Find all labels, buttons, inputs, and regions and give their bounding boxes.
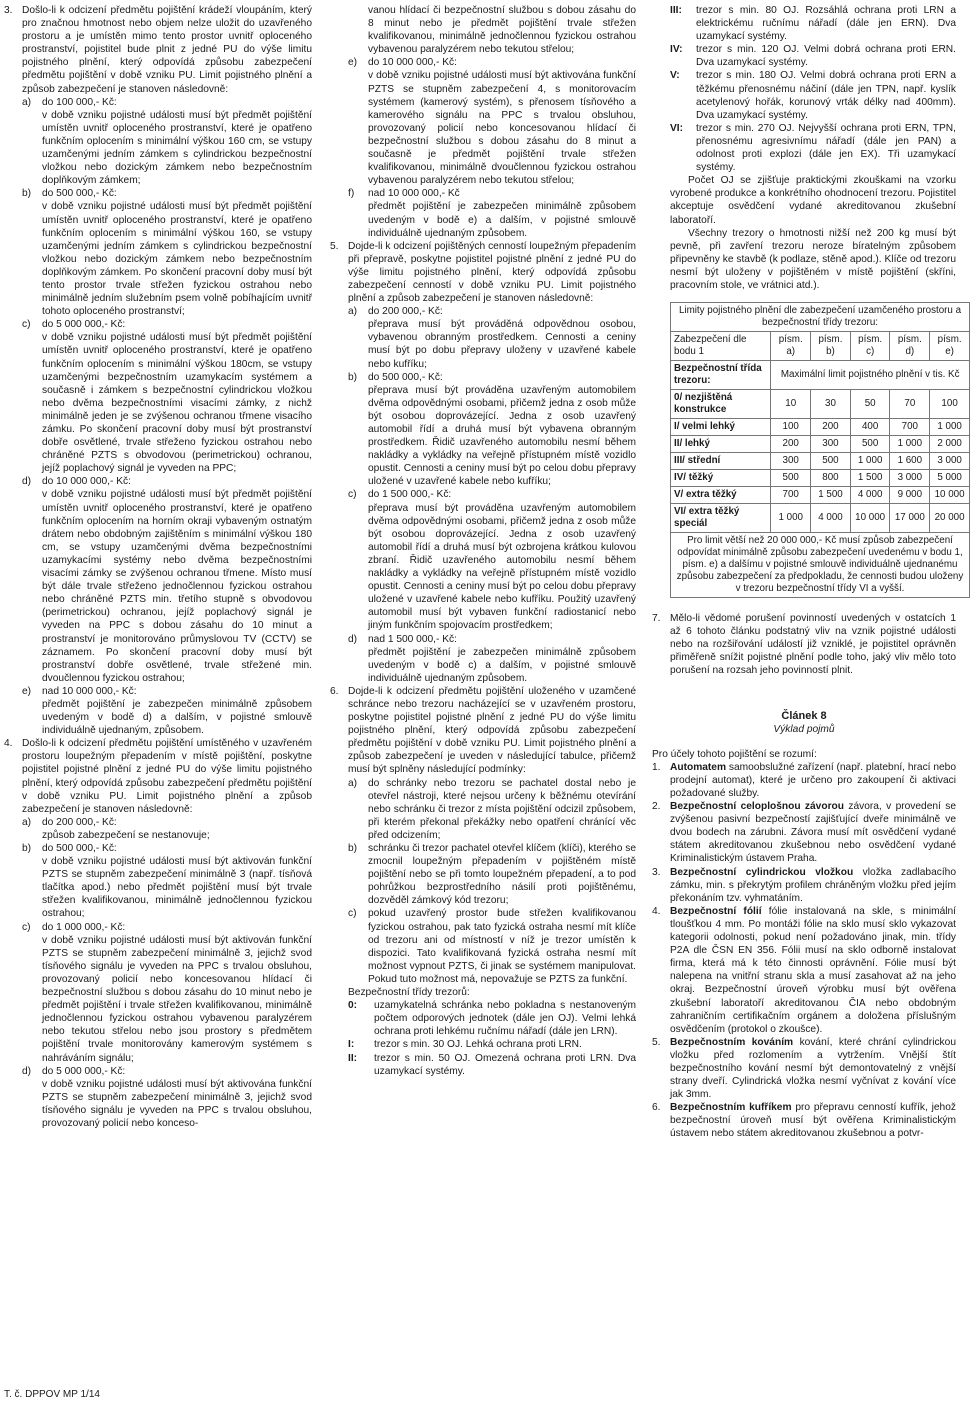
- definition-term: Bezpečnostní cylindrickou vložkou: [670, 866, 854, 878]
- definition-item: [652, 866, 956, 905]
- sub-item-body: [368, 305, 636, 370]
- sub-item: [22, 475, 312, 685]
- sub-item-text: v době vzniku pojistné události musí být aktivován funkční PZTS se stupněm zabezpečení minimálně 3 (např. tísňová tlačítka apod.) nebo předmět pojištění musí být trvale střežen kvalifikovanou, minimálně jednočlennou fyzickou ostrahou;: [42, 856, 312, 920]
- safe-class-label: V:: [670, 70, 680, 82]
- table-value-cell: 700: [890, 419, 930, 436]
- sub-item: [348, 633, 636, 685]
- table-class-head: Bezpečnostní třída trezoru:: [671, 361, 771, 390]
- table-value-cell: 4 000: [811, 504, 851, 533]
- sub-item: [348, 777, 636, 842]
- definition-number: 6.: [652, 1102, 661, 1114]
- table-class-cell: 0/ nezjištěná konstrukce: [671, 390, 771, 419]
- table-class-cell: VI/ extra těžký speciál: [671, 504, 771, 533]
- safe-class: [670, 43, 956, 69]
- table-col-head: písm. d): [890, 332, 930, 361]
- table-value-cell: 5 000: [930, 470, 970, 487]
- clause-6: [330, 685, 636, 1078]
- definition-text: pro přepravu cenností kufřík, jehož bezpečnostní úroveň musí být ověřena Kriminalistickým ústavem nebo státem akreditovanou zkušebnou a potvr-: [670, 1102, 956, 1140]
- safe-class-label: III:: [670, 5, 682, 16]
- table-row: [671, 419, 970, 436]
- sub-item-text: v době vzniku pojistné události musí být předmět pojištění umístěn uvnitř oploceného prostranství, které je opatřeno funkčním oplocením s minimální výškou 160, se vstupy uzamčenými jedním zámkem s cylindrickou bezpečnostní vložkou nebo dozickým zámkem nebo bezpečnostním doplňkovým zámkem. Po skončení pracovní doby musí být tento prostor trvale střežen fyzickou ostrahou nebo minimálně jedním služebním psem volně pobíhajícím uvnitř tohoto oploceného prostranství;: [42, 201, 312, 318]
- table-value-cell: 200: [811, 419, 851, 436]
- sub-item-limit: nad 10 000 000,- Kč:: [42, 685, 137, 697]
- table-row: [671, 436, 970, 453]
- sub-item-body: [42, 921, 312, 1065]
- table-value-cell: 9 000: [890, 487, 930, 504]
- safe-class-text: trezor s min. 120 OJ. Velmi dobrá ochrana proti ERN. Dva uzamykací systémy.: [696, 44, 956, 69]
- definition-text: vložka zadlabacího zámku, min. s překrytým profilem chráněným vložku před jejím překonáním tzv. vyhmatáním.: [670, 866, 956, 904]
- clause-4-items: [22, 816, 312, 1130]
- safe-classes-title: Bezpečnostní třídy trezorů:: [348, 987, 470, 999]
- limits-table: [670, 302, 970, 598]
- sub-item: [22, 187, 312, 318]
- sub-item-limit: do 500 000,- Kč:: [42, 843, 117, 854]
- table-value-cell: 1 600: [890, 453, 930, 470]
- oj-paragraph: Počet OJ se zjišťuje praktickými zkouškami na vzorku vyrobené produkce a konkrétního ohodnocení trezoru. Pojistitel akceptuje osvědčení vydané akreditovanou zkušební laboratoří.: [670, 175, 956, 226]
- sub-item: [348, 56, 636, 187]
- safe-class-text: trezor s min. 270 OJ. Nejvyšší ochrana proti ERN, TPN, přenosnému agresivnímu nářadí (dále jen PAN) a odolnost proti explozi (dále jen EX). Tři uzamykací systémy.: [696, 122, 956, 174]
- safe-class-text: trezor s min. 30 OJ. Lehká ochrana proti LRN.: [374, 1039, 582, 1051]
- table-value-cell: 500: [850, 436, 890, 453]
- definition-item: [652, 1036, 956, 1101]
- table-value-cell: 70: [890, 390, 930, 419]
- sub-item-text: pokud uzavřený prostor bude střežen kvalifikovanou fyzickou ostrahou, pak tato fyzická ostraha nesmí mít klíče od trezoru ani od místností v níž je trezor umístěn k dispozici. Tato kvalifikovaná fyzická ostraha nesmí mít možnost vypnout PZTS, či jinak se systémem manipulovat. Pokud tuto možnost má, nepovažuje se PZTS za funkční.: [368, 908, 636, 985]
- sub-item: [22, 685, 312, 737]
- sub-item-label: e): [348, 57, 358, 69]
- clause-4: [4, 737, 312, 1130]
- document-code: T. č. DPPOV MP 1/14: [4, 1389, 100, 1400]
- sub-item-limit: do 5 000 000,- Kč:: [42, 1065, 126, 1077]
- safe-class-label: II:: [348, 1052, 358, 1064]
- table-class-cell: I/ velmi lehký: [671, 419, 771, 436]
- article-title: Článek 8: [781, 709, 827, 722]
- clause-number: 4.: [4, 738, 13, 750]
- clause-5: [330, 240, 636, 685]
- safe-class: [670, 122, 956, 174]
- safe-classes-list-cont: [670, 4, 956, 174]
- column-left: [4, 4, 312, 1130]
- sub-item: [348, 305, 636, 370]
- sub-item: [22, 1065, 312, 1130]
- sub-item-text: přeprava musí být prováděna uzavřeným automobilem dvěma odpovědnými osobami, přičemž jedna z osob může být osobou doprovázející. Jedna z osob uzavřený automobil řídí a druhá musí být ozbrojena krátkou kulovou zbraní. Řidič uzavřeného automobilu nesmí během nakládky a vykládky na veřejně přístupném místě vozidlo opustit. Cennosti a ceniny musí být po celou dobu přepravy uložené v uzavřené kabele nebo kufříku. Použitý uzavřený automobil musí být vybaven funkční radiostanicí nebo jiným funkčním spojovacím prostředkem;: [368, 502, 636, 632]
- sub-item-label: a): [348, 777, 358, 789]
- table-value-cell: 100: [771, 419, 811, 436]
- table-class-cell: II/ lehký: [671, 436, 771, 453]
- sub-item-text: způsob zabezpečení se nestanovuje;: [42, 829, 210, 841]
- definition-text: fólie instalovaná na skle, s minimální tloušťkou 4 mm. Po montáži fólie na sklo musí sklo vykazovat kategorii odolnosti, pokud není požadováno jinak, min. třídy P2A dle ČSN EN 356. Fólii musí na sklo odborně instalovat firma, která má k této činnosti oprávnění. Fólie musí být nalepena na vnitřní stranu skla a musí zasahovat až na jeho okraj. Bezpečnostní úroveň výrobku musí být ověřena zkušební laboratoří akreditovanou ČIA nebo obdobným zahraničním certifikačním orgánem a doložena příslušným osvědčením (protokol o zkoušce).: [670, 905, 956, 1035]
- definition-number: 4.: [652, 905, 661, 917]
- sub-item-limit: do 200 000,- Kč:: [42, 816, 117, 828]
- table-value-cell: 800: [811, 470, 851, 487]
- table-value-cell: 10 000: [850, 504, 890, 533]
- table-unit-head: Maximální limit pojistného plnění v tis. Kč: [771, 361, 970, 390]
- sub-item-limit: do 10 000 000,- Kč:: [42, 476, 131, 488]
- sub-item-limit: do 100 000,- Kč:: [42, 96, 117, 108]
- sub-item-label: f): [348, 188, 355, 200]
- sub-item-body: [42, 96, 312, 188]
- clause-4-continued: vanou hlídací či bezpečnostní službou s dobou zásahu do 8 minut nebo je předmět pojištění trvale střežen kvalifikovanou, minimálně jednočlennou fyzickou ostrahou vybavenou paralyzérem nebo tekutou střelou;: [368, 5, 636, 56]
- sub-item-limit: do 1 500 000,- Kč:: [368, 489, 452, 501]
- sub-item-text: do schránky nebo trezoru se pachatel dostal nebo je otevřel nástroji, které nejsou určeny k běžnému otevírání nebo schránku či trezor z místa pojištění odcizil způsobem, při kterém překonal překážky nebo opatření chránící věc před odcizením;: [368, 777, 636, 841]
- clause-3: [4, 4, 312, 737]
- safe-class-label: VI:: [670, 122, 684, 134]
- sub-item-limit: nad 10 000 000,- Kč: [368, 188, 460, 200]
- sub-item: [348, 187, 636, 239]
- sub-item-body: [42, 816, 312, 842]
- article-heading: [652, 710, 956, 736]
- definition-item: [652, 905, 956, 1036]
- table-row: [671, 487, 970, 504]
- sub-item-body: [368, 187, 636, 239]
- sub-item-text: v době vzniku pojistné události musí být aktivován funkční PZTS se stupněm zabezpečení minimálně 3, jejichž svod tísňového signálu je vyveden na PPC s trvalou obsluhou, provozovaný policií nebo koncesovanou hlídací či bezpečnostní službou s dobou zásahu do 10 minut nebo je předmět pojištění i trvale střežen kvalifikovanou, minimálně jednočlennou fyzickou ostrahou vybavenou paralyzérem nebo tekutou střelou nebo jsou prostory s předmětem pojištění trvale monitorovány kamerovým systémem s nahráváním signálu;: [42, 934, 312, 1064]
- table-value-cell: 30: [811, 390, 851, 419]
- table-value-cell: 1 000: [890, 436, 930, 453]
- definition-number: 3.: [652, 866, 661, 878]
- sub-item: [348, 488, 636, 632]
- clause-5-intro: Dojde-li k odcizení pojištěných cenností loupežným přepadením při přepravě, poskytne pojistitel pojistné plnění z jedné PU do výše limitu pojistného plnění, který odpovídá způsobu zabezpečení cenností v době vzniku PU. Limit pojistného plnění a způsob zabezpečení je stanoven následovně:: [348, 240, 636, 305]
- definition-term: Bezpečnostní fólií: [670, 905, 762, 917]
- table-value-cell: 1 500: [811, 487, 851, 504]
- table-row: [671, 470, 970, 487]
- sub-item-body: [42, 318, 312, 475]
- table-value-cell: 1 000: [930, 419, 970, 436]
- safe-class-label: IV:: [670, 44, 683, 56]
- sub-item-limit: do 5 000 000,- Kč:: [42, 319, 126, 331]
- sub-item-label: b): [22, 843, 32, 854]
- clause-number: 3.: [4, 5, 13, 16]
- sub-item-text: přeprava musí být prováděná odpovědnou osobou, vybavenou obranným prostředkem. Cennosti a ceniny musí být po dobu přepravy uloženy v uzavřené kabele nebo kufříku;: [368, 319, 636, 370]
- sub-item-text: přeprava musí být prováděna uzavřeným automobilem dvěma odpovědnými osobami, přičemž jedna z osob může být osobou doprovázející. Jedna z osob uzavřený automobil řídí a druhá musí být vybavena obranným prostředkem. Řidič uzavřeného automobilu nesmí během nakládky a vykládky na veřejně přístupném místě vozidlo opustit. Cennosti a ceniny musí být po celou dobu přepravy uložené v uzavřené kabele nebo kufříku;: [368, 384, 636, 488]
- table-value-cell: 700: [771, 487, 811, 504]
- table-value-cell: 3 000: [930, 453, 970, 470]
- sub-item: [22, 816, 312, 842]
- clause-3-intro: Došlo-li k odcizení předmětu pojištění krádeží vloupáním, který pro značnou hmotnost nebo objem nelze uložit do uzavřeného prostoru a je umístěn mimo tento prostor uvnitř oploceného prostranství, pojistitel bude plnit z jedné PU do výše limitu pojistného plnění, který odpovídá způsobu zabezpečení předmětu pojištění v době vzniku PU. Limit pojistného plnění a způsob zabezpečení je stanoven následovně:: [22, 5, 312, 95]
- table-footnote: Pro limit větší než 20 000 000,- Kč musí způsob zabezpečení odpovídat minimálně způsobu zabezpečení uvedenému v bodu 1, písm. e) a dalšímu v pojistné smlouvě individuálně ujednanému způsobu zabezpečení za předpokladu, že cennosti budou uloženy v trezoru bezpečnostní třídy VI a vyšší.: [671, 533, 970, 598]
- sub-item-limit: do 1 000 000,- Kč:: [42, 921, 126, 933]
- definition-number: 1.: [652, 761, 661, 773]
- sub-item-limit: do 10 000 000,- Kč:: [368, 57, 457, 69]
- clause-5-items: [348, 305, 636, 685]
- definition-item: [652, 800, 956, 865]
- clause-6-items: [348, 777, 636, 987]
- sub-item-body: [368, 842, 636, 907]
- table-value-cell: 17 000: [890, 504, 930, 533]
- sub-item-body: [368, 633, 636, 685]
- definition-body: [670, 800, 956, 865]
- definition-text: samoobslužné zařízení (např. platební, hrací nebo prodejní automat), které je určeno pro zakoupení či aktivaci požadované služby.: [670, 761, 956, 799]
- safe-class: [348, 1052, 636, 1078]
- safe-class-text: trezor s min. 180 OJ. Velmi dobrá ochrana proti ERN a těžkému přenosnému náčiní (dále jen TPN, např. kyslík acetylenový hořák, korunový vrták délky nad 400mm). Dva uzamykací systémy.: [696, 70, 956, 121]
- sub-item-body: [368, 777, 636, 842]
- sub-item-body: [42, 842, 312, 921]
- table-header-row: [671, 332, 970, 361]
- safe-class-label: I:: [348, 1039, 355, 1051]
- definitions-list: [652, 761, 956, 1141]
- sub-item-label: d): [22, 476, 32, 488]
- table-col-head: písm. b): [811, 332, 851, 361]
- table-value-cell: 50: [850, 390, 890, 419]
- definition-term: Bezpečnostním kufříkem: [670, 1102, 792, 1114]
- sub-item-label: d): [22, 1065, 32, 1077]
- clause-6-intro: Dojde-li k odcizení předmětu pojištění uloženého v uzamčené schránce nebo trezoru nacházející se v uzavřeném prostoru, poskytne pojistitel pojistné plnění z jedné PU do výše limitu pojistného plnění, který odpovídá způsobu zabezpečení předmětu pojištění v době vzniku PU. Limit pojistného plnění a způsob zabezpečení je uveden v následující tabulce, přičemž musí být splněny následující podmínky:: [348, 685, 636, 776]
- safe-class-text: uzamykatelná schránka nebo pokladna s nestanoveným počtem odporových jednotek (dále jen OJ). Velmi lehká ochrana proti lehkému ručnímu nářadí (dále jen LRN).: [374, 1000, 636, 1038]
- definition-text: kování, které chrání cylindrickou vložku před rozlomením a vytržením. Vnější štít bezpečnostního kování nesmí být demontovatelný z vnější strany dveří. Cylindrická vložka nesmí vyčnívat z kování více jak 3mm.: [670, 1036, 956, 1101]
- safe-classes-list: [348, 999, 636, 1078]
- sub-item-label: a): [348, 306, 358, 318]
- sub-item: [22, 842, 312, 921]
- sub-item-body: [368, 56, 636, 187]
- definitions-intro: Pro účely tohoto pojištění se rozumí:: [652, 748, 817, 760]
- sub-item-label: c): [22, 319, 31, 331]
- table-row: [671, 504, 970, 533]
- sub-item-label: c): [22, 921, 31, 933]
- safes-paragraph: Všechny trezory o hmotnosti nižší než 200 kg musí být pevně, při zavření trezoru neroze bíratelným způsobem připevněny ke stavbě (k podlaze, stěně apod.). Klíče od trezoru nesmí být uloženy v pojištěném v místě pojištění (skříni, pracovním stole, ve vrátnici atd.).: [670, 227, 956, 291]
- definition-body: [670, 1101, 956, 1140]
- table-value-cell: 500: [811, 453, 851, 470]
- sub-item-label: e): [22, 685, 32, 697]
- clause-number: 7.: [652, 613, 661, 625]
- sub-item: [348, 371, 636, 489]
- clause-number: 5.: [330, 240, 339, 252]
- sub-item-body: [368, 488, 636, 632]
- sub-item: [22, 96, 312, 188]
- table-value-cell: 2 000: [930, 436, 970, 453]
- clause-4-items-cont: [348, 56, 636, 239]
- table-caption: Limity pojistného plnění dle zabezpečení uzamčeného prostoru a bezpečnostní třídy trezoru:: [671, 303, 970, 332]
- sub-item: [22, 318, 312, 475]
- table-unit-row: [671, 361, 970, 390]
- table-col-head: písm. a): [771, 332, 811, 361]
- sub-item-body: [42, 1065, 312, 1130]
- safe-class: [670, 69, 956, 121]
- definition-body: [670, 905, 956, 1036]
- sub-item-label: b): [348, 371, 358, 383]
- table-value-cell: 4 000: [850, 487, 890, 504]
- table-col-head: písm. c): [850, 332, 890, 361]
- sub-item-text: předmět pojištění je zabezpečen minimálně způsobem uvedeným v bodě e) a dalším, v pojistné smlouvě individuálně ujednaným způsobem.: [368, 201, 636, 239]
- definition-term: Automatem: [670, 761, 727, 773]
- table-class-cell: IV/ těžký: [671, 470, 771, 487]
- sub-item-limit: do 200 000,- Kč:: [368, 306, 443, 318]
- safe-class: [348, 999, 636, 1038]
- safe-class-label: 0:: [348, 1000, 358, 1012]
- table-class-cell: V/ extra těžký: [671, 487, 771, 504]
- definition-term: Bezpečnostním kováním: [670, 1036, 794, 1048]
- sub-item-label: b): [22, 188, 32, 200]
- clause-3-items: [22, 96, 312, 738]
- safe-class: [670, 4, 956, 43]
- table-class-cell: III/ střední: [671, 453, 771, 470]
- sub-item: [348, 907, 636, 986]
- definition-text: závora, v provedení se zvýšenou pasivní bezpečností zajišťující dveře minimálně ve dvou bodech na zárubni. Závora musí mít osvědčení vydané státem akreditovanou zkušebnou nebo osvědčení vydané Kriminalistickým ústavem Praha.: [670, 801, 956, 865]
- definition-number: 5.: [652, 1036, 661, 1048]
- table-value-cell: 1 500: [850, 470, 890, 487]
- sub-item-text: v době vzniku pojistné události musí být předmět pojištění umístěn uvnitř oploceného prostranství, které je opatřeno funkčním oplocením s minimální výškou 180cm, se vstupy uzamčenými bezpečnostním uzamykacím systémem a současně i zámkem s bezpečnostní cylindrickou vložkou nebo dvěma bezpečnostními visacími zámky, z nichž minimálně jeden je se zvýšenou ochranou třmene visacího zámku. Po skončení pracovní doby musí být prostranství dobře osvětlené, trvale střeženo fyzickou ostrahou nebo chráněné PZTS s obvodovou (perimetrickou) ochranou, jejíž poplachový signál je vyveden na PPC;: [42, 332, 312, 475]
- definition-item: [652, 761, 956, 800]
- table-value-cell: 1 000: [771, 504, 811, 533]
- table-col0-head: Zabezpečení dle bodu 1: [671, 332, 771, 361]
- sub-item-text: v době vzniku pojistné události musí být aktivována funkční PZTS se stupněm zabezpečení minimálně 3, jejichž svod tísňového signálu je vyveden na PPC s trvalou obsluhou, provozovaný policií nebo konceso-: [42, 1078, 312, 1129]
- sub-item-body: [368, 371, 636, 489]
- clause-4-intro: Došlo-li k odcizení předmětu pojištění umístěného v uzavřeném prostoru loupežným přepadením v místě pojištění, poskytne pojistitel pojistné plnění z jedné PU do výše limitu pojistného plnění, který odpovídá způsobu zabezpečení předmětu pojištění v době vzniku PU. Limit pojistného plnění a způsob zabezpečení je stanoven následovně:: [22, 738, 312, 815]
- sub-item-body: [368, 907, 636, 986]
- sub-item-text: v době vzniku pojistné události musí být předmět pojištění umístěn uvnitř oploceného prostranství, které je opatřeno funkčním oplocením na horním okraji vybaveným ostnatým drátem nebo obdobným zajištěním s minimální výškou 180 cm, se vstupy uzamčenými dvěma bezpečnostními uzamykacími systémy nebo dvěma bezpečnostními visacími zámky se zvýšenou ochranou třmene. Místo musí být dále trvale střeženo jednočlennou fyzickou ostrahou nebo chráněné PZTS min. třetího stupně s obvodovou (perimetrickou) ochranou, jejíž poplachový signál je vyveden na PPC s dobou zásahu do 10 minut a prostranství je monitorováno průmyslovou TV (CCTV) se záznamem. Po skončení pracovní doby musí být prostranství dobře osvětlené, trvale střežené min. dvoučlennou fyzickou ostrahou;: [42, 489, 312, 684]
- table-value-cell: 3 000: [890, 470, 930, 487]
- definition-body: [670, 761, 956, 800]
- sub-item-body: [42, 685, 312, 737]
- table-col-head: písm. e): [930, 332, 970, 361]
- table-value-cell: 10 000: [930, 487, 970, 504]
- table-value-cell: 200: [771, 436, 811, 453]
- clause-7: [652, 612, 956, 677]
- sub-item-label: c): [348, 489, 357, 501]
- sub-item-text: předmět pojištění je zabezpečen minimálně způsobem uvedeným v bodě d) a dalším, v pojistné smlouvě individuálně ujednaným, způsobem.: [42, 698, 312, 737]
- article-subtitle: Výklad pojmů: [773, 723, 835, 735]
- sub-item-label: d): [348, 633, 358, 645]
- sub-item: [22, 921, 312, 1065]
- sub-item-limit: nad 1 500 000,- Kč:: [368, 633, 457, 645]
- table-value-cell: 400: [850, 419, 890, 436]
- safe-class-text: trezor s min. 50 OJ. Omezená ochrana proti LRN. Dva uzamykací systémy.: [374, 1052, 636, 1077]
- sub-item-label: a): [22, 96, 32, 108]
- sub-item-label: a): [22, 816, 32, 828]
- sub-item-limit: do 500 000,- Kč:: [42, 188, 117, 200]
- definition-term: Bezpečnostní celoplošnou závorou: [670, 801, 844, 813]
- table-value-cell: 10: [771, 390, 811, 419]
- safe-class: [348, 1038, 636, 1051]
- table-value-cell: 500: [771, 470, 811, 487]
- table-value-cell: 20 000: [930, 504, 970, 533]
- sub-item-body: [42, 475, 312, 685]
- sub-item-label: b): [348, 843, 358, 854]
- sub-item-text: schránku či trezor pachatel otevřel klíčem (klíči), kterého se zmocnil loupežným přepadením v pojištěném místě pojištění nebo se při tomto loupežném přepadení, a to pod pohrůžkou bezprostředního násilí proti pojištěnému, dozvěděl zámkový kód trezoru;: [368, 843, 636, 907]
- table-value-cell: 300: [771, 453, 811, 470]
- definition-item: [652, 1101, 956, 1140]
- sub-item: [348, 842, 636, 907]
- clause-7-text: Mělo-li vědomé porušení povinností uvedených v ostatcích 1 až 6 tohoto článku podstatný vliv na vznik pojistné události nebo na rozšiřování událostí již vzniklé, je pojistitel oprávněn přiměřeně snížit pojistné plnění podle toho, jaký vliv mělo toto porušení na rozsah jeho povinností plnit.: [670, 613, 956, 677]
- sub-item-limit: do 500 000,- Kč:: [368, 371, 443, 383]
- table-row: [671, 390, 970, 419]
- sub-item-text: v době vzniku pojistné události musí být předmět pojištění umístěn uvnitř oploceného prostranství, které je opatřeno funkčním oplocením s minimální výškou 160 cm, se vstupy uzamčenými jedním zámkem s cylindrickou bezpečnostní vložkou nebo dozickým zámkem nebo bezpečnostním doplňkovým zámkem;: [42, 109, 312, 187]
- definition-number: 2.: [652, 801, 661, 813]
- sub-item-label: c): [348, 908, 357, 920]
- definition-body: [670, 1036, 956, 1101]
- sub-item-text: v době vzniku pojistné události musí být aktivována funkční PZTS se stupněm zabezpečení 4, s monitorovacím systémem (kamerový systém), s přenosem tísňového a kamerového signálu na PPC s trvalou obsluhou, provozovaný policií nebo koncesovanou hlídací či bezpečnostní službou s dobou zásahu do 8 minut a současně je předmět pojištění trvale střežen kvalifikovanou, minimálně dvoučlennou fyzickou ostrahou vybavenou paralyzérem nebo tekutou střelou;: [368, 70, 636, 187]
- table-value-cell: 300: [811, 436, 851, 453]
- definition-body: [670, 866, 956, 905]
- table-row: [671, 453, 970, 470]
- clause-number: 6.: [330, 685, 339, 697]
- sub-item-body: [42, 187, 312, 318]
- table-value-cell: 1 000: [850, 453, 890, 470]
- column-right: [652, 4, 965, 1141]
- safe-class-text: trezor s min. 80 OJ. Rozsáhlá ochrana proti LRN a elektrickému ručnímu nářadí (dále jen ERN). Dva uzamykací systémy.: [696, 5, 956, 43]
- table-value-cell: 100: [930, 390, 970, 419]
- sub-item-text: předmět pojištění je zabezpečen minimálně způsobem uvedeným v bodě c) a dalším, v pojistné smlouvě individuálně ujednaným způsobem.: [368, 646, 636, 684]
- column-middle: [330, 4, 636, 1078]
